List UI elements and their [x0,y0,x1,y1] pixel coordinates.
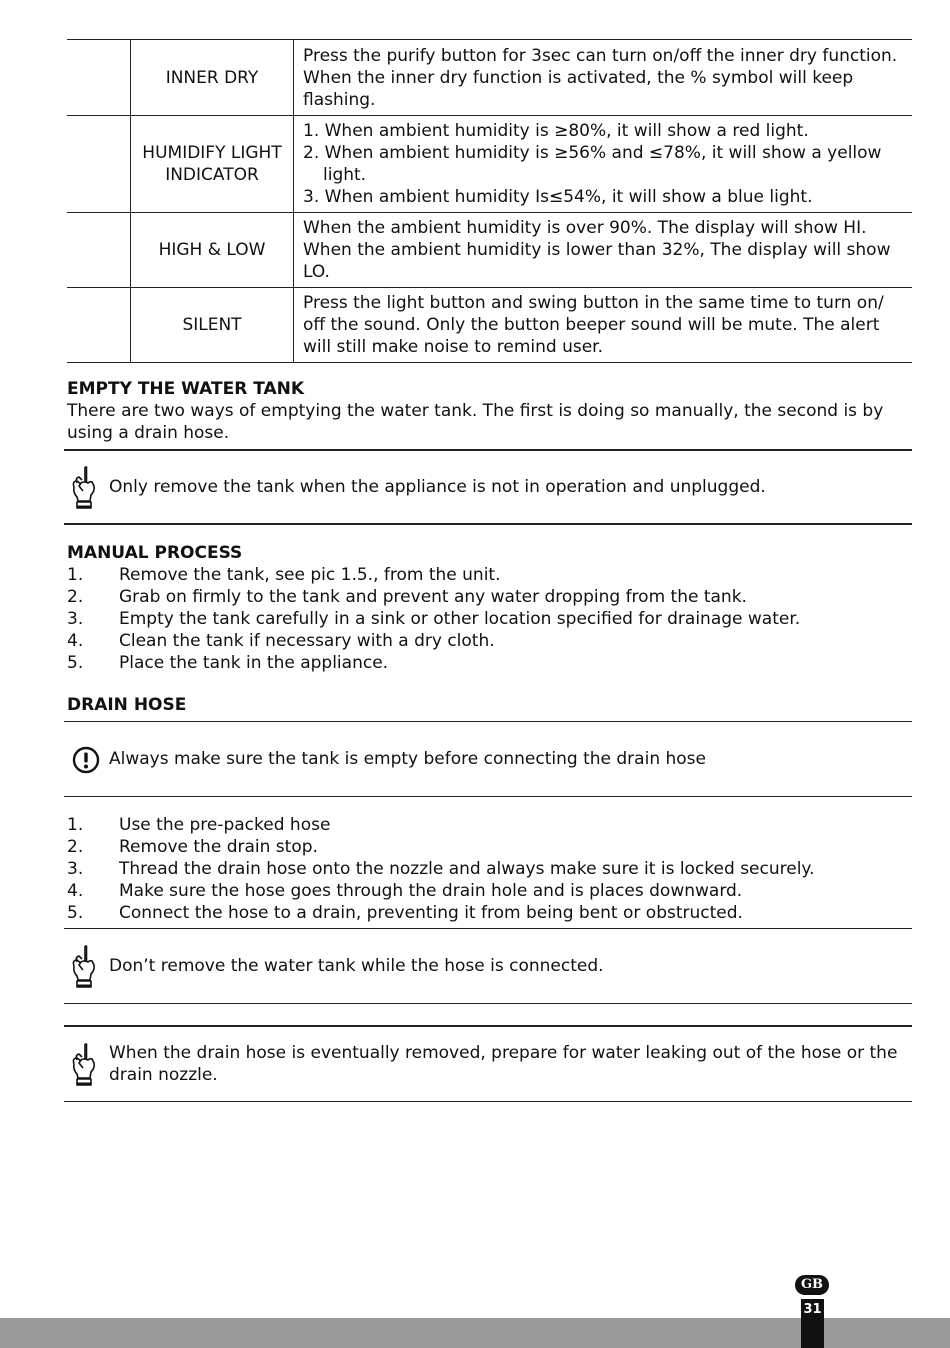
note-text: When the drain hose is eventually removed, prepare for water leaking out of the hose or the drain nozzle. [109,1043,898,1085]
pointing-hand-icon [70,1042,98,1088]
divider [64,523,912,525]
feature-description [294,116,913,213]
divider [64,721,912,722]
divider [64,449,912,451]
feature-table [67,39,912,363]
list-item: 5. Place the tank in the appliance. [67,653,389,673]
table-row [67,116,912,213]
list-item: 2. When ambient humidity is ≥56% and ≤78%, it will show a yellow light. [303,143,882,185]
divider [64,928,912,929]
note-text: Only remove the tank when the appliance is not in operation and unplugged. [109,477,766,497]
page-number: 31 [801,1299,824,1348]
list-item: 2. Grab on firmly to the tank and prevent any water dropping from the tank. [67,587,747,607]
manual-steps-list [67,564,912,674]
divider [64,1003,912,1004]
feature-name: SILENT [131,288,294,363]
feature-name: INNER DRY [131,40,294,116]
list-item: 3. Thread the drain hose onto the nozzle and always make sure it is locked securely. [67,859,815,879]
divider [64,796,912,797]
pointing-hand-icon [70,944,98,990]
list-item: 4. Clean the tank if necessary with a dry cloth. [67,631,495,651]
table-row [67,288,912,363]
language-badge: GB [795,1275,829,1295]
list-item: 1. When ambient humidity is ≥80%, it will show a red light. [303,121,809,141]
warning-icon [72,746,100,774]
divider [64,1025,912,1027]
list-item: 3. When ambient humidity Is≤54%, it will show a blue light. [303,187,813,207]
table-row [67,213,912,288]
feature-description: Press the purify button for 3sec can turn on/off the inner dry function. When the inner dry function is activated, the % symbol will keep flashing. [294,40,913,116]
section-heading: MANUAL PROCESS [67,543,243,563]
list-item: 4. Make sure the hose goes through the drain hole and is places downward. [67,881,743,901]
list-item: 2. Remove the drain stop. [67,837,318,857]
section-heading: EMPTY THE WATER TANK [67,379,305,399]
list-item: 5. Connect the hose to a drain, preventing it from being bent or obstructed. [67,903,743,923]
section-intro: There are two ways of emptying the water tank. The first is doing so manually, the second is by using a drain hose. [67,401,884,443]
divider [64,1101,912,1102]
feature-description: Press the light button and swing button in the same time to turn on/ off the sound. Only the button beeper sound will be mute. The alert will still make noise to remind user. [294,288,913,363]
list-item: 1. Remove the tank, see pic 1.5., from the unit. [67,565,501,585]
feature-name: HIGH & LOW [131,213,294,288]
drain-steps-list [67,814,912,924]
feature-description: When the ambient humidity is over 90%. The display will show HI. When the ambient humidity is lower than 32%, The display will show LO. [294,213,913,288]
pointing-hand-icon [70,465,98,511]
list-item: 3. Empty the tank carefully in a sink or other location specified for drainage water. [67,609,801,629]
table-row [67,40,912,116]
list-item: 1. Use the pre-packed hose [67,815,331,835]
feature-name: HUMIDIFY LIGHT INDICATOR [131,116,294,213]
section-heading: DRAIN HOSE [67,695,187,715]
note-text: Don’t remove the water tank while the hose is connected. [109,956,604,976]
warning-text: Always make sure the tank is empty before connecting the drain hose [109,749,706,769]
